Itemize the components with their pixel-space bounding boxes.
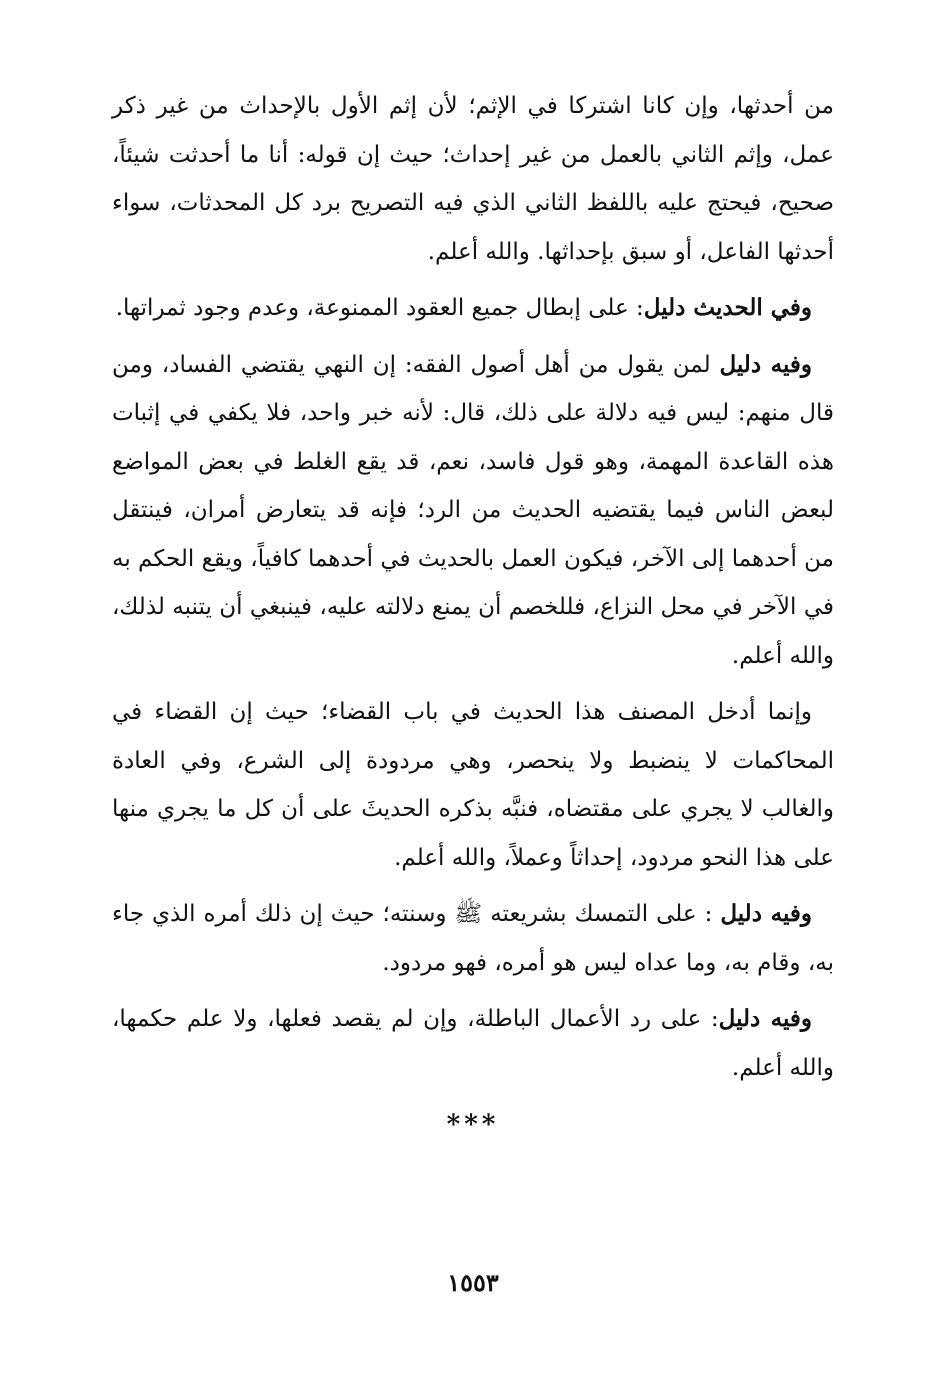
paragraph-3	[112, 341, 834, 681]
paragraph-5	[112, 890, 834, 987]
paragraph-2	[112, 284, 834, 333]
paragraph-3-lead: وفيه دليل	[719, 350, 812, 378]
paragraph-1-text: من أحدثها، وإن كانا اشتركا في الإثم؛ لأن إثم الأول بالإحداث من غير ذكر عمل، وإثم الثاني بالعمل من غير إحداث؛ حيث إن قوله: أنا ما أحدثت شيئاً، صحيح، فيحتج عليه باللفظ الثاني الذي فيه التصريح برد كل المحدثات، سواء أحدثها الفاعل، أو سبق بإحداثها. والله أعلم.	[112, 93, 834, 265]
paragraph-4	[112, 688, 834, 882]
page-number: ١٥٥٣	[447, 1268, 499, 1297]
paragraph-5-lead: وفيه دليل	[720, 900, 812, 927]
paragraph-3-text: لمن يقول من أهل أصول الفقه: إن النهي يقتضي الفساد، ومن قال منهم: ليس فيه دلالة على ذلك، قال: لأنه خبر واحد، فلا يكفي في إثبات هذه القاعدة المهمة، وهو قول فاسد، نعم، قد يقع الغلط في بعض المواضع لبعض الناس فيما يقتضيه الحديث من الرد؛ فإنه قد يتعارض أمران، فينتقل من أحدهما إلى الآخر، فيكون العمل بالحديث في أحدهما كافياً، ويقع الحكم به في الآخر في محل النزاع، فللخصم أن يمنع دلالته عليه، فينبغي أن يتنبه لذلك، والله أعلم.	[112, 351, 834, 669]
paragraph-5-text: : على التمسك بشريعته ﷺ وسنته؛ حيث إن ذلك أمره الذي جاء به، وقام به، وما عداه ليس هو أمره، فهو مردود.	[112, 901, 834, 976]
paragraph-4-text: وإنما أدخل المصنف هذا الحديث في باب القضاء؛ حيث إن القضاء في المحاكمات لا ينضبط ولا ينحصر، وهي مردودة إلى الشرع، وفي العادة والغالب لا يجري على مقتضاه، فنبَّه بذكره الحديثَ على أن كل ما يجري منها على هذا النحو مردود، إحداثاً وعملاً، والله أعلم.	[112, 699, 834, 871]
paragraph-6-lead: وفيه دليل	[718, 1005, 812, 1032]
paragraph-2-text: : على إبطال جميع العقود الممنوعة، وعدم وجود ثمراتها.	[115, 295, 644, 321]
section-separator: ***	[446, 1110, 500, 1140]
paragraph-6-text: : على رد الأعمال الباطلة، وإن لم يقصد فعلها، ولا علم حكمها، والله أعلم.	[112, 1006, 834, 1081]
paragraph-6	[112, 995, 834, 1092]
paragraph-2-lead: وفي الحديث دليل	[643, 294, 812, 321]
paragraph-1	[112, 82, 834, 276]
page-body	[112, 82, 834, 1140]
